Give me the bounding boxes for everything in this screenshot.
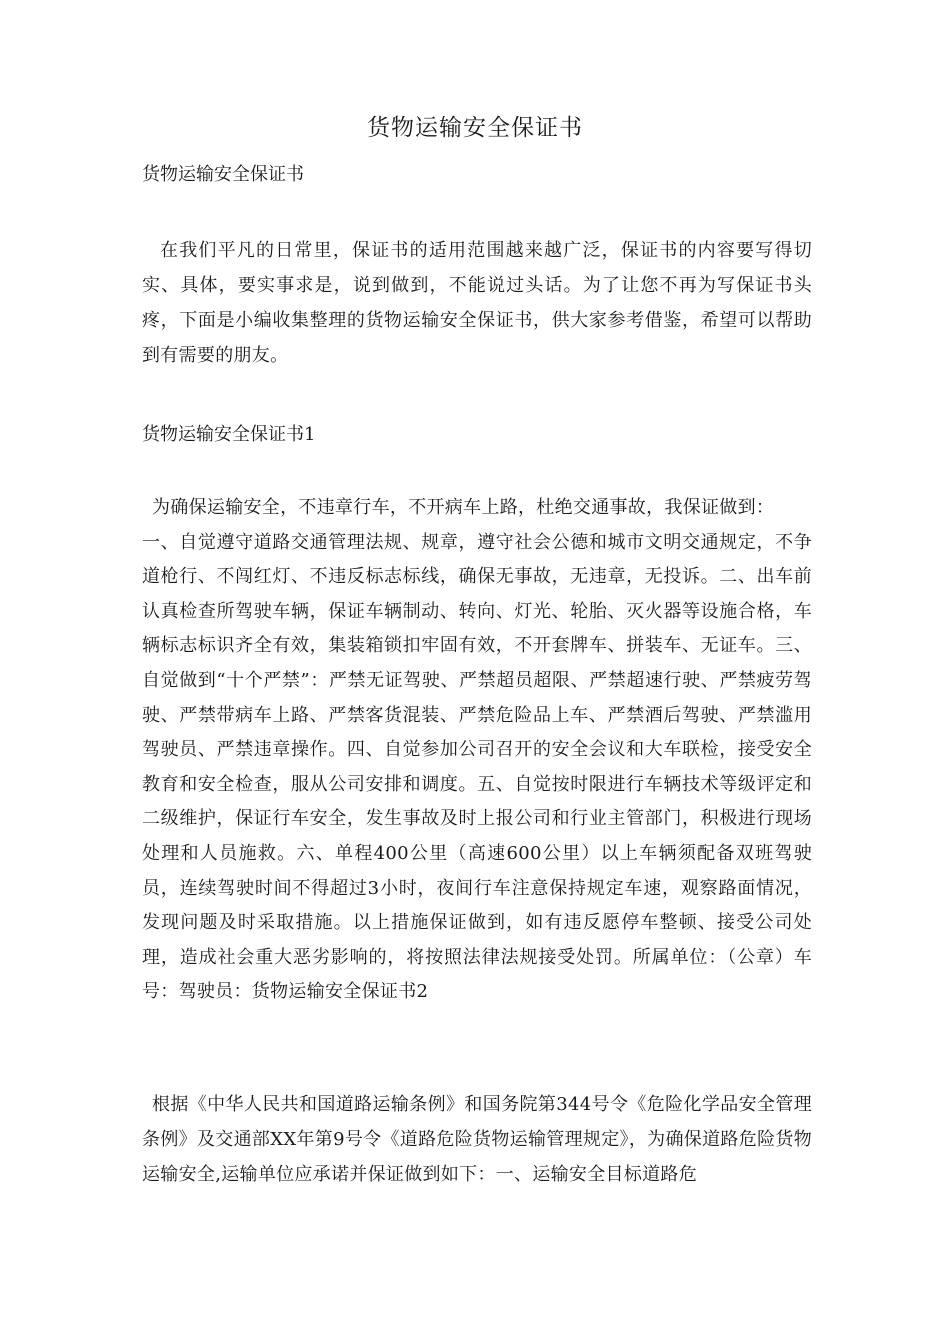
section2-lead: 根据《中华人民共和国道路运输条例》和国务院第344号令《危险化学品安全管理条例》及交通部XX年第9号令《道路危险货物运输管理规定》，为确保道路危险货物运输安全,运输单位应承诺并保证做到如下：一、运输安全目标道路危: [142, 1094, 812, 1185]
section1-heading: 货物运输安全保证书1: [142, 424, 316, 445]
section1-paragraph: [142, 491, 812, 1010]
section1-lead: 为确保运输安全，不违章行车，不开病车上路，杜绝交通事故，我保证做到：: [152, 497, 775, 518]
section2-paragraph: [142, 1087, 812, 1192]
section1-body: 一、自觉遵守道路交通管理法规、规章，遵守社会公德和城市文明交通规定，不争道枪行、不闯红灯、不违反标志标线，确保无事故，无违章，无投诉。二、出车前认真检查所驾驶车辆，保证车辆制动、转向、灯光、轮胎、灭火器等设施合格，车辆标志标识齐全有效，集装箱锁扣牢固有效，不开套牌车、拼装车、无证车。三、自觉做到“十个严禁”：严禁无证驾驶、严禁超员超限、严禁超速行驶、严禁疲劳驾驶、严禁带病车上路、严禁客货混装、严禁危险品上车、严禁酒后驾驶、严禁滥用驾驶员、严禁违章操作。四、自觉参加公司召开的安全会议和大车联检，接受安全教育和安全检查，服从公司安排和调度。五、自觉按时限进行车辆技术等级评定和二级维护，保证行车安全，发生事故及时上报公司和行业主管部门，积极进行现场处理和人员施救。六、单程400公里（高速600公里）以上车辆须配备双班驾驶员，连续驾驶时间不得超过3小时，夜间行车注意保持规定车速，观察路面情况，发现问题及时采取措施。以上措施保证做到，如有违反愿停车整顿、接受公司处理，造成社会重大恶劣影响的，将按照法律法规接受处罚。所属单位：（公章）车号：驾驶员：货物运输安全保证书2: [142, 531, 812, 1003]
intro-paragraph: 在我们平凡的日常里，保证书的适用范围越来越广泛，保证书的内容要写得切实、具体，要实事求是，说到做到，不能说过头话。为了让您不再为写保证书头疼，下面是小编收集整理的货物运输安全保证书，供大家参考借鉴，希望可以帮助到有需要的朋友。: [142, 240, 812, 366]
document-title: 货物运输安全保证书: [367, 115, 583, 141]
document-subtitle: 货物运输安全保证书: [142, 164, 304, 185]
